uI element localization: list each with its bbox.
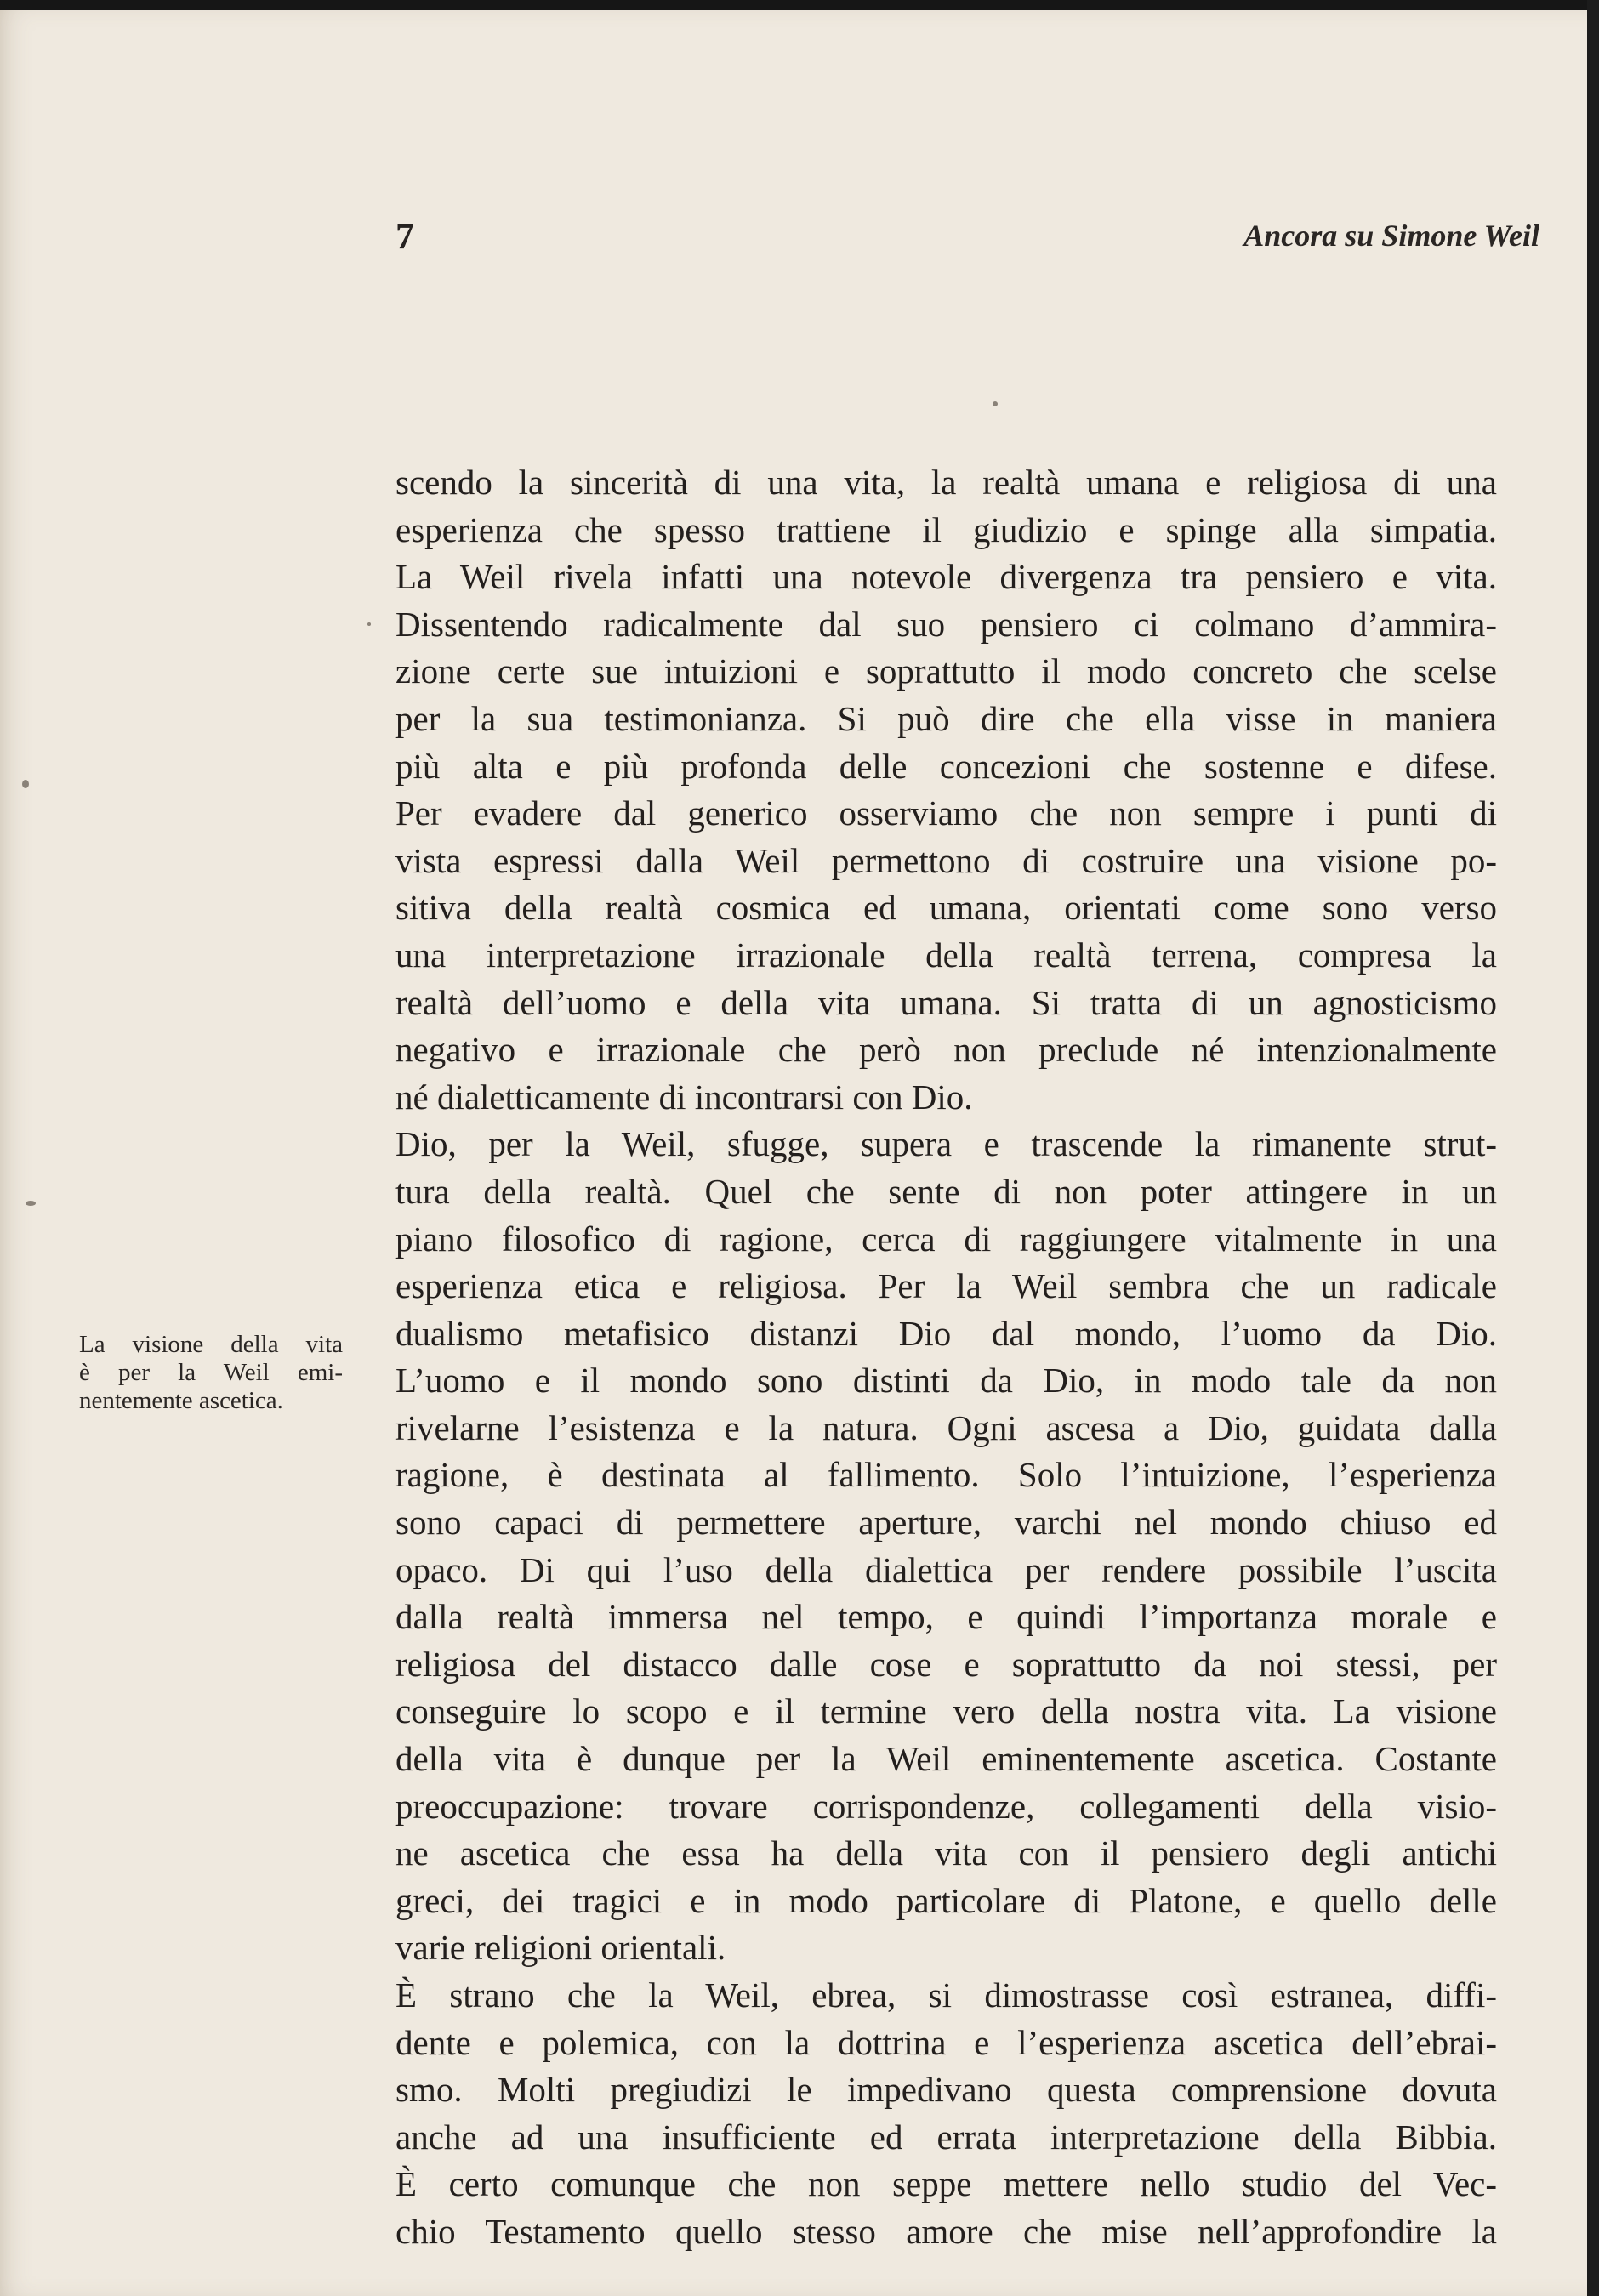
body-line: L’uomo e il mondo sono distinti da Dio, in modo tale da non <box>395 1361 1497 1401</box>
body-line: dalla realtà immersa nel tempo, e quindi l’importanza morale e <box>395 1597 1497 1637</box>
body-line: chio Testamento quello stesso amore che mise nell’approfondire la <box>395 2211 1497 2251</box>
body-line: ne ascetica che essa ha della vita con il pensiero degli antichi <box>395 1833 1497 1873</box>
body-line: smo. Molti pregiudizi le impedivano questa comprensione dovuta <box>395 2070 1497 2110</box>
body-line: La Weil rivela infatti una notevole divergenza tra pensiero e vita. <box>395 557 1497 597</box>
scan-top-edge <box>0 0 1599 10</box>
margin-note <box>79 1331 343 1415</box>
body-line: dente e polemica, con la dottrina e l’esperienza ascetica dell’ebrai- <box>395 2022 1497 2062</box>
running-head: Ancora su Simone Weil <box>1243 219 1539 253</box>
body-line: preoccupazione: trovare corrispondenze, collegamenti della visio- <box>395 1786 1497 1826</box>
paper-speck <box>26 1201 36 1206</box>
body-line: né dialetticamente di incontrarsi con Dio. <box>395 1077 973 1117</box>
body-line: zione certe sue intuizioni e soprattutto il modo concreto che scelse <box>395 651 1497 691</box>
body-line: tura della realtà. Quel che sente di non poter attingere in un <box>395 1171 1497 1211</box>
body-line: È certo comunque che non seppe mettere nello studio del Vec- <box>395 2164 1497 2204</box>
body-line: greci, dei tragici e in modo particolare di Platone, e quello delle <box>395 1880 1497 1920</box>
body-text <box>395 459 1497 2256</box>
body-line: realtà dell’uomo e della vita umana. Si tratta di un agnosticismo <box>395 982 1497 1022</box>
body-line: per la sua testimonianza. Si può dire che ella visse in maniera <box>395 698 1497 738</box>
book-page <box>0 10 1587 2296</box>
body-line: vista espressi dalla Weil permettono di costruire una visione po- <box>395 840 1497 880</box>
paper-speck <box>367 622 371 626</box>
margin-note-line: nentemente ascetica. <box>79 1387 283 1414</box>
paper-speck <box>993 401 998 406</box>
body-line: Per evadere dal generico osserviamo che non sempre i punti di <box>395 793 1497 833</box>
scan-right-edge <box>1587 0 1599 2296</box>
body-line: dualismo metafisico distanzi Dio dal mondo, l’uomo da Dio. <box>395 1313 1497 1353</box>
margin-note-line: è per la Weil emi- <box>79 1359 343 1386</box>
body-line: scendo la sincerità di una vita, la realtà umana e religiosa di una <box>395 463 1497 502</box>
paper-speck <box>22 780 29 788</box>
body-line: varie religioni orientali. <box>395 1928 726 1968</box>
page-number: 7 <box>395 215 414 257</box>
body-line: conseguire lo scopo e il termine vero della nostra vita. La visione <box>395 1691 1497 1731</box>
body-line: esperienza etica e religiosa. Per la Weil sembra che un radicale <box>395 1266 1497 1306</box>
body-line: rivelarne l’esistenza e la natura. Ogni ascesa a Dio, guidata dalla <box>395 1407 1497 1447</box>
body-line: negativo e irrazionale che però non preclude né intenzionalmente <box>395 1030 1497 1070</box>
body-line: Dissentendo radicalmente dal suo pensiero ci colmano d’ammira- <box>395 604 1497 644</box>
body-line: esperienza che spesso trattiene il giudizio e spinge alla simpatia. <box>395 509 1497 549</box>
body-line: opaco. Di qui l’uso della dialettica per rendere possibile l’uscita <box>395 1549 1497 1589</box>
body-line: ragione, è destinata al fallimento. Solo l’intuizione, l’esperienza <box>395 1455 1497 1495</box>
body-line: una interpretazione irrazionale della realtà terrena, compresa la <box>395 935 1497 975</box>
body-line: È strano che la Weil, ebrea, si dimostrasse così estranea, diffi- <box>395 1975 1497 2015</box>
body-line: sono capaci di permettere aperture, varchi nel mondo chiuso ed <box>395 1503 1497 1543</box>
body-line: religiosa del distacco dalle cose e soprattutto da noi stessi, per <box>395 1644 1497 1684</box>
body-line: della vita è dunque per la Weil eminentemente ascetica. Costante <box>395 1739 1497 1779</box>
body-line: piano filosofico di ragione, cerca di raggiungere vitalmente in una <box>395 1219 1497 1259</box>
body-line: Dio, per la Weil, sfugge, supera e trascende la rimanente strut- <box>395 1124 1497 1164</box>
body-line: più alta e più profonda delle concezioni che sostenne e difese. <box>395 746 1497 786</box>
body-line: anche ad una insufficiente ed errata interpretazione della Bibbia. <box>395 2117 1497 2157</box>
body-line: sitiva della realtà cosmica ed umana, orientati come sono verso <box>395 888 1497 928</box>
margin-note-line: La visione della vita <box>79 1331 343 1358</box>
